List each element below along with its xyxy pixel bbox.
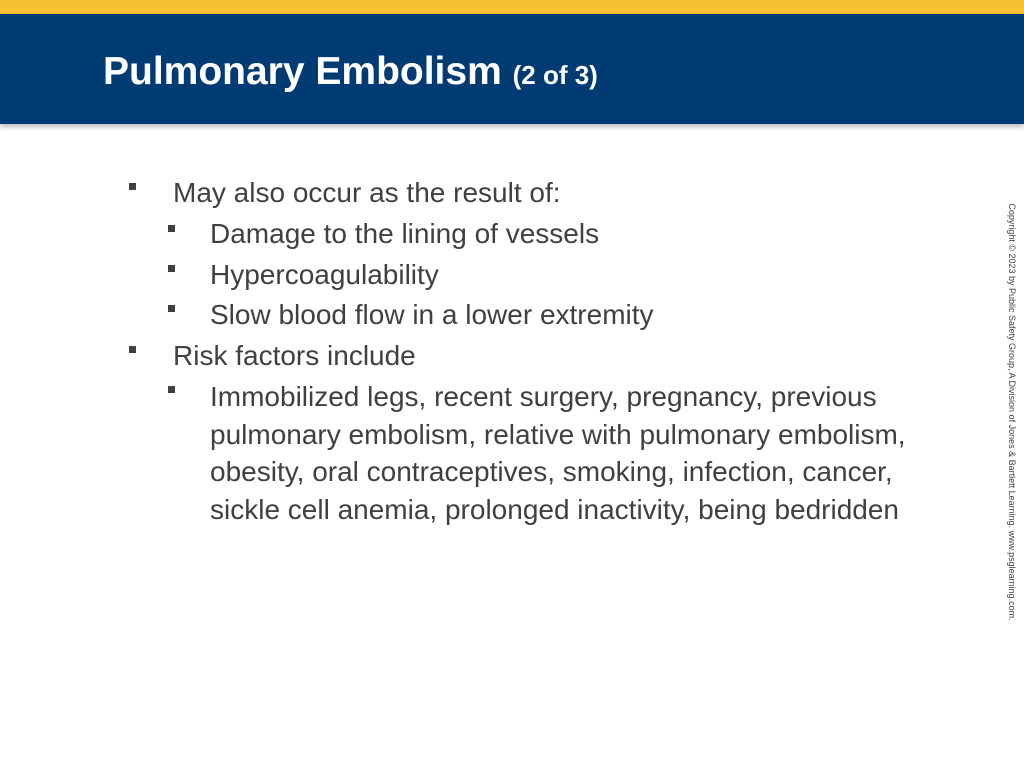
sub-bullet-item: Hypercoagulability xyxy=(210,259,439,290)
copyright-notice: Copyright © 2023 by Public Safety Group, A Division of Jones & Bartlett Learning. www.psglearning.com. xyxy=(1007,203,1017,621)
sub-bullet-item-risk-list: Immobilized legs, recent surgery, pregnancy, previous pulmonary embolism, relative with pulmonary embolism, obesity, oral contraceptives, smoking, infection, cancer, sickle cell anemia, prolonged inactivity, being bedridden xyxy=(210,381,906,525)
sub-bullet-marker xyxy=(168,305,175,312)
bullet-item-cause: May also occur as the result of: xyxy=(173,177,561,208)
sub-bullet-marker xyxy=(168,225,175,232)
bullet-item-risk-factors: Risk factors include xyxy=(173,340,416,371)
sub-bullet-item: Damage to the lining of vessels xyxy=(210,218,600,249)
sub-bullet-marker xyxy=(168,386,175,393)
title-main: Pulmonary Embolism xyxy=(103,50,502,93)
bullet-marker xyxy=(129,183,136,190)
bullet-marker xyxy=(129,346,136,353)
sub-bullet-item: Slow blood flow in a lower extremity xyxy=(210,299,654,330)
sub-bullet-marker xyxy=(168,265,175,272)
title-suffix: (2 of 3) xyxy=(512,60,598,90)
